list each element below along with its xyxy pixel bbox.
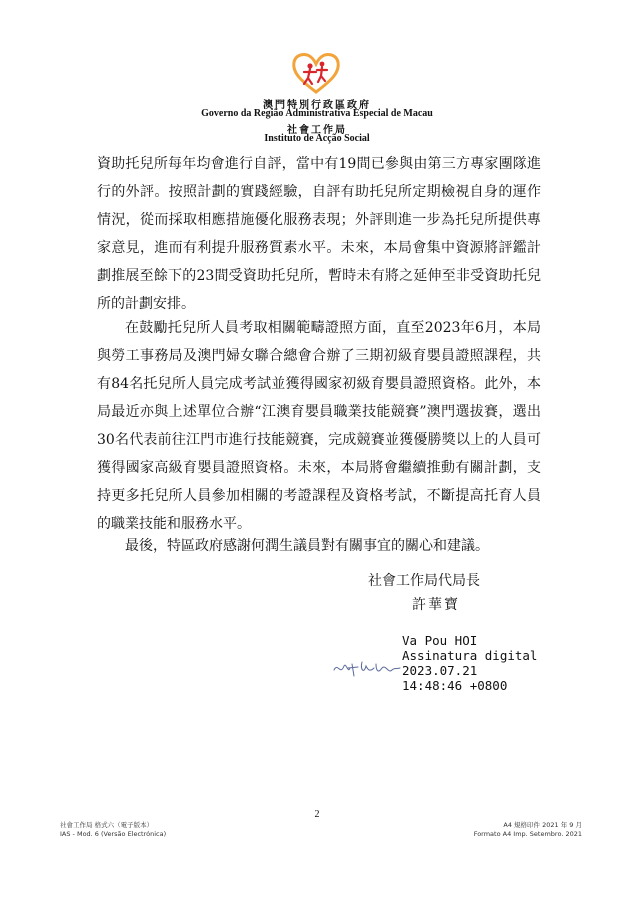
body-paragraph-3: 最後，特區政府感謝何潤生議員對有關事宜的關心和建議。 xyxy=(125,538,489,554)
header-gov-zh: 澳門特別行政區政府 xyxy=(263,100,371,111)
header-gov-pt: Governo da Região Administrativa Especial de Macau xyxy=(201,108,433,119)
footer-left-line-1: 社會工作局 格式六（電子版本） xyxy=(60,821,154,829)
handwritten-signature-icon xyxy=(330,656,402,680)
digital-sig-label: Assinatura digital xyxy=(402,648,538,663)
footer-right xyxy=(474,821,582,839)
ias-logo-icon xyxy=(290,50,342,94)
signatory-name: 許華寶 xyxy=(412,597,460,613)
digital-sig-date: 2023.07.21 xyxy=(402,663,478,678)
header-dept-pt: Instituto de Acção Social xyxy=(264,133,370,144)
digital-signature-block xyxy=(402,633,537,693)
footer-left-line-2: IAS - Mod. 6 (Versão Electrónica) xyxy=(60,830,167,838)
digital-sig-name: Va Pou HOI xyxy=(402,633,478,648)
body-paragraph-2: 在鼓勵托兒所人員考取相關範疇證照方面，直至2023年6月，本局與勞工事務局及澳門婦女聯合總會合辦了三期初級育嬰員證照課程，共有84名托兒所人員完成考試並獲得國家初級育嬰員證照資格。此外，本局最近亦與上述單位合辦“江澳育嬰員職業技能競賽”澳門選拔賽，選出30名代表前往江門市進行技能競賽，完成競賽並獲優勝獎以上的人員可獲得國家高級育嬰員證照資格。未來，本局將會繼續推動有關計劃，支持更多托兒所人員參加相關的考證課程及資格考試，不斷提高托育人員的職業技能和服務水平。 xyxy=(97,320,541,532)
footer-right-line-1: A4 規格印件 2021 年 9 月 xyxy=(503,821,582,829)
footer-right-line-2: Formato A4 Imp. Setembro. 2021 xyxy=(473,830,582,838)
header-dept-zh: 社會工作局 xyxy=(287,125,347,136)
page-number: 2 xyxy=(314,809,320,820)
signatory-title: 社會工作局代局長 xyxy=(368,573,480,589)
body-paragraph-1: 資助托兒所每年均會進行自評，當中有19間已參與由第三方專家團隊進行的外評。按照計劃的實踐經驗，自評有助托兒所定期檢視自身的運作情況，從而採取相應措施優化服務表現；外評則進一步為托兒所提供專家意見，進而有利提升服務質素水平。未來，本局會集中資源將評鑑計劃推展至餘下的23間受資助托兒所，暫時未有將之延伸至非受資助托兒所的計劃安排。 xyxy=(97,156,541,312)
footer-left xyxy=(60,821,166,839)
digital-sig-time: 14:48:46 +0800 xyxy=(402,678,508,693)
